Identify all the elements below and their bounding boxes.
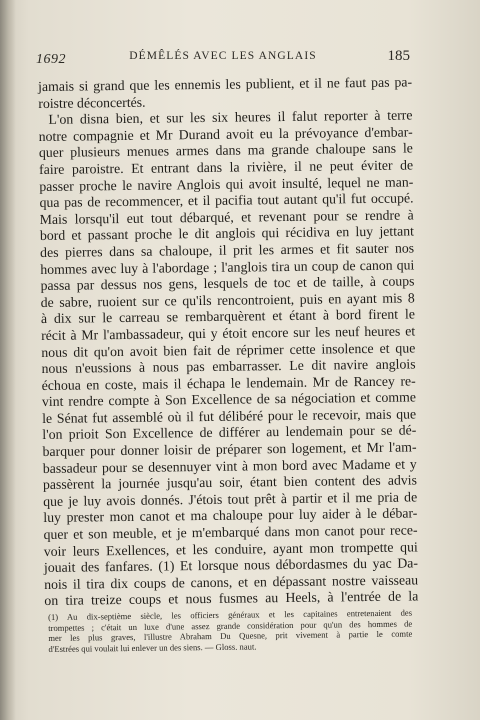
text-line: luy prester mon canot et ma chaloupe pour luy aider à le débar- <box>43 505 418 526</box>
page-number: 185 <box>387 48 410 64</box>
text-line: hommes avec luy à l'abordage ; l'anglois tira un coup de canon qui <box>40 256 415 277</box>
text-line: de sabre, ruoient sur ce qu'ils rencontroient, puis en ayant mis 8 <box>40 290 415 310</box>
text-line: roistre déconcertés. <box>38 94 146 111</box>
text-line: l'on prioit Son Excellence de différer au lendemain pour se dé- <box>42 422 417 443</box>
text-line: qua pas de recommencer, et il pacifia tout autant qu'il fut occupé. <box>39 190 414 211</box>
running-header <box>36 48 410 70</box>
footnote-line: mer les plus graves, l'illustre Abraham Du Quesne, prit vivement à partie le comte <box>48 628 413 644</box>
header-year: 1692 <box>36 52 66 67</box>
text-line: récit à Mr l'ambassadeur, qui y étoit encore sur les neuf heures et <box>41 323 416 343</box>
header-title: DÉMÊLÉS AVEC LES ANGLAIS <box>129 50 317 62</box>
text-line: barquer pour donner loisir de préparer son logement, et Mr l'am- <box>42 439 417 460</box>
text-line: des pierres dans sa chaloupe, il prit les armes et fit sauter nos <box>40 240 415 260</box>
footnote <box>48 608 412 655</box>
text-line: bord et passant proche le dit anglois qui récidiva en luy jettant <box>39 223 414 244</box>
text-line: nous n'eussions à nous pas embarrasser. Le dit navire anglois <box>41 356 416 377</box>
text-line: L'on disna bien, et sur les six heures il falut reporter à terre <box>48 107 413 128</box>
text-line: nois il tira dix coups de canons, et en dépassant nostre vaisseau <box>44 572 419 592</box>
main-text <box>38 74 418 610</box>
text-line: passer proche le navire Anglois qui avoit insulté, lequel ne man- <box>39 173 414 194</box>
text-line: notre compagnie et Mr Durand avoit eu la prévoyance d'embar- <box>38 124 413 144</box>
text-line: à dix sur le carreau se rembarquèrent et étant à bord firent le <box>40 306 415 327</box>
text-line: échoua en coste, mais il échapa le lendemain. Mr de Rancey re- <box>41 373 416 393</box>
text-line: jouait des fanfares. (1) Et lorsque nous débordasmes du yac Da- <box>43 555 419 576</box>
text-line: que je luy avois donnés. J'étois tout prêt à partir et il me pria de <box>43 489 418 509</box>
footnote-line: d'Estrées qui voulait lui enlever un des siens. — Gloss. naut. <box>48 641 257 654</box>
text-line: bassadeur pour se desennuyer vint à mon bord avec Madame et y <box>42 456 417 476</box>
text-line: le Sénat fut assemblé où il fut délibéré pour le recevoir, mais que <box>42 406 417 426</box>
text-line: Mais lorsqu'il eut tout débarqué, et revenant pour se rendre à <box>39 207 414 227</box>
page-gutter-shadow <box>0 0 16 720</box>
text-line: quer plusieurs menues armes dans ma grande chaloupe sans le <box>38 140 413 161</box>
text-line: faire paroistre. Et entrant dans la rivière, il ne peut éviter de <box>39 157 414 177</box>
text-line: nous dit qu'on avoit bien fait de réprimer cette insolence et que <box>41 339 416 360</box>
text-line: passa par dessus nos gens, lesquels de toc et de taille, à coups <box>40 273 415 294</box>
text-line: quer et son meuble, et je m'embarqué dans mon canot pour rece- <box>43 522 418 542</box>
text-line: voir leurs Exellences, et les conduire, ayant mon trompette qui <box>43 539 418 559</box>
footnote-line: (1) Au dix-septième siècle, les officiers généraux et les capitaines entretenaient des <box>48 607 413 622</box>
footnote-line: trompettes ; c'était un luxe d'une assez grande considération pour qu'un des hommes de <box>48 618 413 633</box>
text-line: jamais si grand que les ennemis les publient, et il ne faut pas pa- <box>38 74 413 94</box>
text-line: vint rendre compte à Son Excellence de sa négociation et comme <box>41 389 417 410</box>
text-line: on tira treize coups et nous fusmes au Heels, à l'entrée de la <box>44 588 419 609</box>
text-line: passèrent la journée jusqu'au soir, étant bien content des advis <box>42 472 418 493</box>
